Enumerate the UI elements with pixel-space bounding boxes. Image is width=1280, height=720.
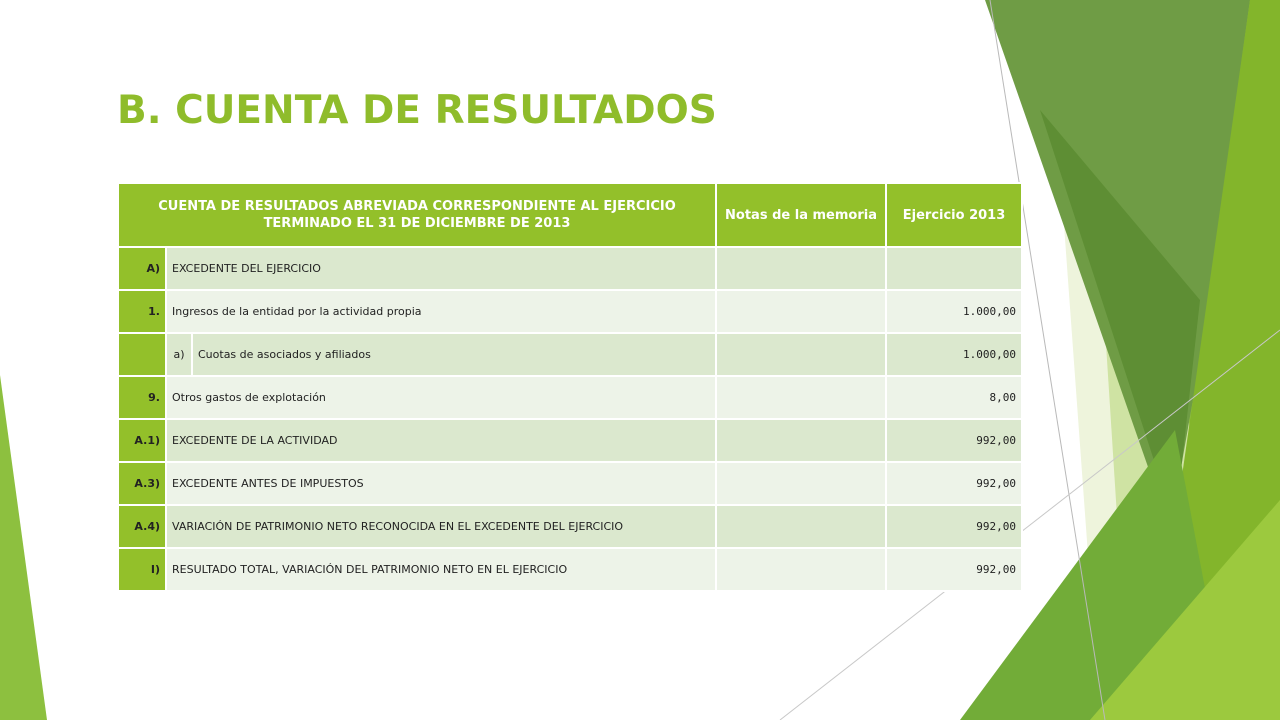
table-header-row [118,183,1022,247]
table-row [118,419,1022,462]
row-notes [716,333,886,376]
header-year: Ejercicio 2013 [886,183,1022,247]
row-amount: 1.000,00 [886,290,1022,333]
row-label: Ingresos de la entidad por la actividad propia [166,290,716,333]
row-amount [886,247,1022,290]
row-label: EXCEDENTE DEL EJERCICIO [166,247,716,290]
row-code: 1. [118,290,166,333]
row-notes [716,548,886,591]
row-notes [716,290,886,333]
table-row [118,247,1022,290]
table-row [118,462,1022,505]
header-description: CUENTA DE RESULTADOS ABREVIADA CORRESPONDIENTE AL EJERCICIO TERMINADO EL 31 DE DICIEMBRE DE 2013 [118,183,716,247]
row-code: I) [118,548,166,591]
row-amount: 992,00 [886,419,1022,462]
left-green-triangle [0,375,47,720]
row-code: A.3) [118,462,166,505]
row-code: A) [118,247,166,290]
table-row [118,376,1022,419]
table-row [118,548,1022,591]
row-code: A.4) [118,505,166,548]
row-code: 9. [118,376,166,419]
row-notes [716,419,886,462]
row-label: RESULTADO TOTAL, VARIACIÓN DEL PATRIMONIO NETO EN EL EJERCICIO [166,548,716,591]
row-label: EXCEDENTE DE LA ACTIVIDAD [166,419,716,462]
table-row [118,333,1022,376]
row-amount: 992,00 [886,505,1022,548]
row-notes [716,505,886,548]
row-amount: 992,00 [886,462,1022,505]
row-sub-code: a) [166,333,192,376]
table-row [118,505,1022,548]
row-notes [716,247,886,290]
row-label: EXCEDENTE ANTES DE IMPUESTOS [166,462,716,505]
header-notes: Notas de la memoria [716,183,886,247]
row-code [118,333,166,376]
page-title: B. CUENTA DE RESULTADOS [117,88,717,133]
results-table [117,182,1023,592]
row-code: A.1) [118,419,166,462]
table-row [118,290,1022,333]
row-label: Otros gastos de explotación [166,376,716,419]
row-notes [716,462,886,505]
row-amount: 1.000,00 [886,333,1022,376]
row-amount: 992,00 [886,548,1022,591]
row-label: Cuotas de asociados y afiliados [192,333,716,376]
row-amount: 8,00 [886,376,1022,419]
row-label: VARIACIÓN DE PATRIMONIO NETO RECONOCIDA EN EL EXCEDENTE DEL EJERCICIO [166,505,716,548]
row-notes [716,376,886,419]
